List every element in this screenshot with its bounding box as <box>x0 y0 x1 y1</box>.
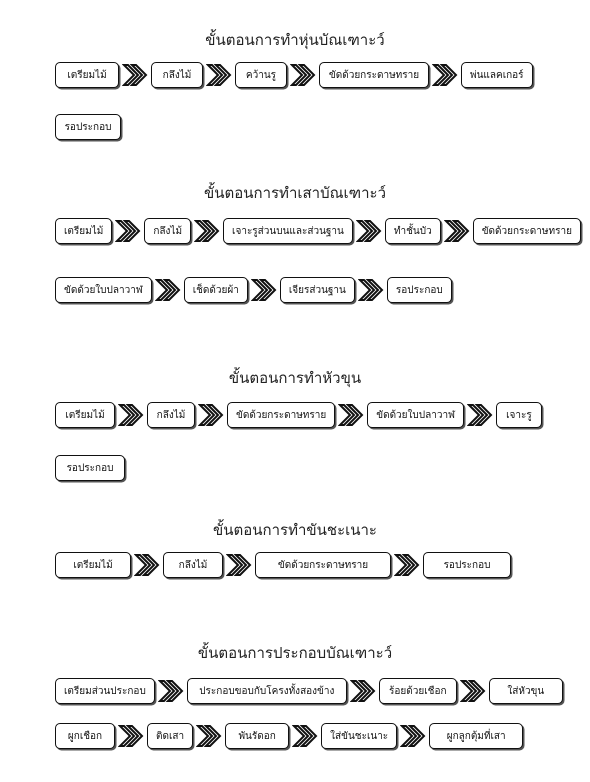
step-box: พันรัดอก <box>225 723 289 749</box>
chevron-arrow-icon <box>460 679 486 703</box>
step-box: กลึงไม้ <box>151 62 203 88</box>
step-box: พ่นแลคเกอร์ <box>461 62 533 88</box>
step-box: เจาะรูส่วนบนและส่วนฐาน <box>223 218 353 244</box>
chevron-arrow-icon <box>290 63 316 87</box>
step-box: เจาะรู <box>496 402 542 428</box>
section-title: ขั้นตอนการทำเสาบัณเฑาะว์ <box>203 184 386 202</box>
step-box: ขัดด้วยใบปลาวาฬ <box>367 402 464 428</box>
chevron-arrow-icon <box>467 403 493 427</box>
step-row <box>55 550 511 580</box>
chevron-arrow-icon <box>198 403 224 427</box>
step-box: เตรียมไม้ <box>55 218 112 244</box>
chevron-arrow-icon <box>394 553 420 577</box>
step-box: ขัดด้วยกระดาษทราย <box>473 218 581 244</box>
step-row <box>55 60 533 90</box>
step-box: ใส่ขันชะเนาะ <box>321 723 397 749</box>
step-row <box>55 400 542 430</box>
step-box: เตรียมส่วนประกอบ <box>55 678 155 704</box>
section-title: ขั้นตอนการทำขันชะเนาะ <box>213 521 377 539</box>
step-box: เตรียมไม้ <box>55 62 119 88</box>
step-box: กลึงไม้ <box>163 552 223 578</box>
section-title: ขั้นตอนการทำหุ่นบัณเฑาะว์ <box>205 31 385 49</box>
chevron-arrow-icon <box>292 724 318 748</box>
step-box: ทำชั้นบัว <box>385 218 441 244</box>
step-box: กลึงไม้ <box>144 218 191 244</box>
step-box: เจียรส่วนฐาน <box>280 277 355 303</box>
step-box: คว้านรู <box>235 62 287 88</box>
chevron-arrow-icon <box>432 63 458 87</box>
step-row <box>55 721 523 751</box>
step-box: รอประกอบ <box>55 455 125 481</box>
step-box: ผูกลูกตุ้มที่เสา <box>429 723 523 749</box>
step-box: ขัดด้วยกระดาษทราย <box>255 552 391 578</box>
step-box: ผูกเชือก <box>55 723 115 749</box>
chevron-arrow-icon <box>134 553 160 577</box>
step-box: เช็ดด้วยผ้า <box>184 277 248 303</box>
chevron-arrow-icon <box>115 219 141 243</box>
step-box: รอประกอบ <box>387 277 452 303</box>
step-row <box>55 216 581 246</box>
chevron-arrow-icon <box>155 278 181 302</box>
step-box: ร้อยด้วยเชือก <box>379 678 457 704</box>
chevron-arrow-icon <box>444 219 470 243</box>
chevron-arrow-icon <box>194 219 220 243</box>
step-box: รอประกอบ <box>55 114 121 140</box>
step-row <box>55 112 121 142</box>
chevron-arrow-icon <box>338 403 364 427</box>
step-box: เตรียมไม้ <box>55 402 115 428</box>
chevron-arrow-icon <box>356 219 382 243</box>
section-title: ขั้นตอนการทำหัวขุน <box>228 369 362 387</box>
step-box: ขัดด้วยใบปลาวาฬ <box>55 277 152 303</box>
chevron-arrow-icon <box>400 724 426 748</box>
step-row <box>55 275 452 305</box>
chevron-arrow-icon <box>206 63 232 87</box>
step-box: เตรียมไม้ <box>55 552 131 578</box>
chevron-arrow-icon <box>251 278 277 302</box>
step-box: ติดเสา <box>147 723 193 749</box>
step-row <box>55 453 125 483</box>
chevron-arrow-icon <box>196 724 222 748</box>
chevron-arrow-icon <box>350 679 376 703</box>
chevron-arrow-icon <box>118 403 144 427</box>
chevron-arrow-icon <box>158 679 184 703</box>
step-box: รอประกอบ <box>423 552 511 578</box>
step-box: ใส่หัวขุน <box>489 678 563 704</box>
chevron-arrow-icon <box>122 63 148 87</box>
step-row <box>55 676 563 706</box>
step-box: ขัดด้วยกระดาษทราย <box>227 402 335 428</box>
step-box: ประกอบขอบกับโครงทั้งสองข้าง <box>187 678 347 704</box>
step-box: ขัดด้วยกระดาษทราย <box>319 62 429 88</box>
section-title: ขั้นตอนการประกอบบัณเฑาะว์ <box>197 644 393 662</box>
chevron-arrow-icon <box>358 278 384 302</box>
step-box: กลึงไม้ <box>147 402 195 428</box>
chevron-arrow-icon <box>226 553 252 577</box>
chevron-arrow-icon <box>118 724 144 748</box>
